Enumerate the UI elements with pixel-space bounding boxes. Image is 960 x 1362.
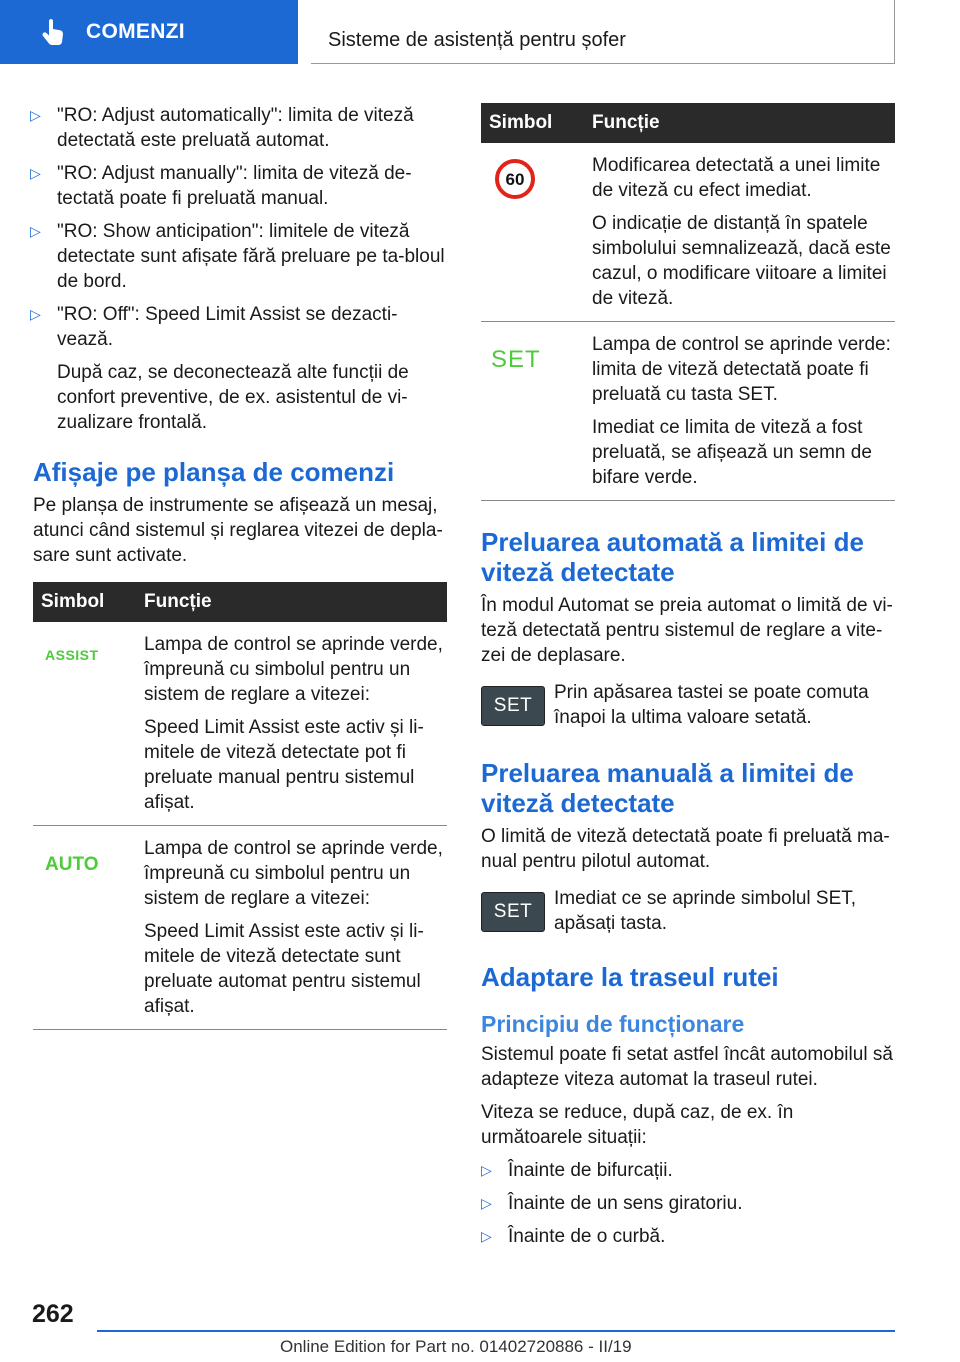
list-item xyxy=(0,161,447,211)
list-item-text: "RO: Show anticipation": limitele de viteză detectate sunt afișate fără preluare pe ta-bloul de bord. xyxy=(57,221,445,292)
section-heading: Preluarea manuală a limitei de viteză detectate xyxy=(481,758,854,818)
button-instruction xyxy=(481,886,895,936)
triangle-bullet-icon: ▷ xyxy=(30,306,41,322)
symbol-table xyxy=(481,103,895,501)
left-column xyxy=(30,103,447,1030)
table-header-function: Funcție xyxy=(144,582,447,622)
list-item xyxy=(481,1191,895,1216)
table-header-row xyxy=(33,582,447,622)
set-indicator-icon: SET xyxy=(491,346,541,373)
chapter-title: Sisteme de asistență pentru șofer xyxy=(328,29,626,51)
table-row xyxy=(481,143,895,322)
triangle-bullet-icon: ▷ xyxy=(30,223,41,239)
function-text: Modificarea detectată a unei limite de viteză cu efect imediat. xyxy=(592,155,881,201)
function-text: Speed Limit Assist este activ și li-mitele de viteză detectate sunt preluate automat pentru sistemul afișat. xyxy=(144,921,424,1017)
function-text: Lampa de control se aprinde verde, împreună cu simbolul pentru un sistem de reglare a vitezei: xyxy=(144,838,443,909)
section-heading: Adaptare la traseul rutei xyxy=(481,962,779,992)
triangle-bullet-icon: ▷ xyxy=(481,1228,492,1244)
function-cell xyxy=(144,826,447,1030)
table-row xyxy=(33,826,447,1030)
list-item-note: După caz, se deconectează alte funcții de confort preventive, de ex. asistentul de vi-zualizare frontală. xyxy=(57,362,409,433)
function-cell xyxy=(592,143,895,322)
table-header-symbol: Simbol xyxy=(33,582,144,622)
list-item-text: Înainte de o curbă. xyxy=(508,1226,666,1247)
list-item-text: "RO: Off": Speed Limit Assist se dezacti-vează. xyxy=(57,304,398,350)
triangle-bullet-icon: ▷ xyxy=(481,1195,492,1211)
assist-indicator-icon: ASSIST xyxy=(45,647,99,663)
triangle-bullet-icon: ▷ xyxy=(481,1162,492,1178)
function-text: Lampa de control se aprinde verde: limita de viteză detectată poate fi preluată cu tasta SET. xyxy=(592,334,891,405)
table-row xyxy=(33,622,447,826)
right-column xyxy=(481,103,895,1257)
button-instruction xyxy=(481,680,895,730)
function-text: O indicație de distanță în spatele simbolului semnalizează, dacă este cazul, o modificare viitoare a limitei de viteză. xyxy=(592,213,891,309)
table-header-function: Funcție xyxy=(592,103,895,143)
symbol-cell xyxy=(481,322,592,501)
speed-limit-value: 60 xyxy=(505,170,525,189)
subsection-heading: Principiu de funcționare xyxy=(481,1011,745,1037)
paragraph: Pe planșa de instrumente se afișează un mesaj, atunci când sistemul și reglarea vitezei de depla-sare sunt activate. xyxy=(33,495,443,566)
list-item xyxy=(0,103,447,153)
section-label: COMENZI xyxy=(86,20,185,43)
table-header-row xyxy=(481,103,895,143)
list-item xyxy=(481,1158,895,1183)
list-item xyxy=(0,302,447,352)
auto-indicator-icon: AUTO xyxy=(45,854,99,875)
set-key-icon: SET xyxy=(481,686,545,726)
symbol-cell xyxy=(33,622,144,826)
function-text: Lampa de control se aprinde verde, împreună cu simbolul pentru un sistem de reglare a vitezei: xyxy=(144,634,443,705)
function-text: Imediat ce limita de viteză a fost preluată, se afișează un semn de bifare verde. xyxy=(592,417,872,488)
section-heading: Preluarea automată a limitei de viteză detectate xyxy=(481,527,864,587)
function-cell xyxy=(144,622,447,826)
table-row xyxy=(481,322,895,501)
list-item xyxy=(481,1224,895,1249)
paragraph: Sistemul poate fi setat astfel încât automobilul să adapteze viteza automat la traseul rutei. xyxy=(481,1044,893,1090)
list-item xyxy=(0,219,447,294)
symbol-cell xyxy=(33,826,144,1030)
list-item-text: "RO: Adjust manually": limita de viteză de-tectată poate fi preluată manual. xyxy=(57,163,412,209)
function-text: Speed Limit Assist este activ și li-mitele de viteză detectate pot fi preluate manual pentru sistemul afișat. xyxy=(144,717,424,813)
section-heading: Afișaje pe planșa de comenzi xyxy=(33,457,395,487)
paragraph: În modul Automat se preia automat o limită de vi-teză detectată pentru sistemul de reglare a vite-zei de deplasare. xyxy=(481,595,893,666)
triangle-bullet-icon: ▷ xyxy=(30,107,41,123)
symbol-table xyxy=(33,582,447,1030)
symbol-cell xyxy=(481,143,592,322)
paragraph: Viteza se reduce, după caz, de ex. în următoarele situații: xyxy=(481,1102,794,1148)
speed-limit-sign-icon xyxy=(495,159,535,199)
footer-edition: Online Edition for Part no. 01402720886 - II/19 xyxy=(280,1337,632,1356)
list-item-text: Înainte de bifurcații. xyxy=(508,1160,673,1181)
table-header-symbol: Simbol xyxy=(481,103,592,143)
hand-pointer-icon xyxy=(40,18,66,46)
list-item-text: Înainte de un sens giratoriu. xyxy=(508,1193,743,1214)
triangle-bullet-icon: ▷ xyxy=(30,165,41,181)
footer-divider xyxy=(97,1330,895,1332)
chapter-header xyxy=(311,0,895,64)
page-number: 262 xyxy=(32,1300,74,1328)
paragraph: O limită de viteză detectată poate fi preluată ma-nual pentru pilotul automat. xyxy=(481,826,890,872)
button-instruction-text: Imediat ce se aprinde simbolul SET, apăsați tasta. xyxy=(554,888,857,934)
button-instruction-text: Prin apăsarea tastei se poate comuta înapoi la ultima valoare setată. xyxy=(554,682,869,728)
function-cell xyxy=(592,322,895,501)
list-item-text: "RO: Adjust automatically": limita de viteză detectată este preluată automat. xyxy=(57,105,414,151)
section-tab[interactable] xyxy=(0,0,298,64)
set-key-icon: SET xyxy=(481,892,545,932)
